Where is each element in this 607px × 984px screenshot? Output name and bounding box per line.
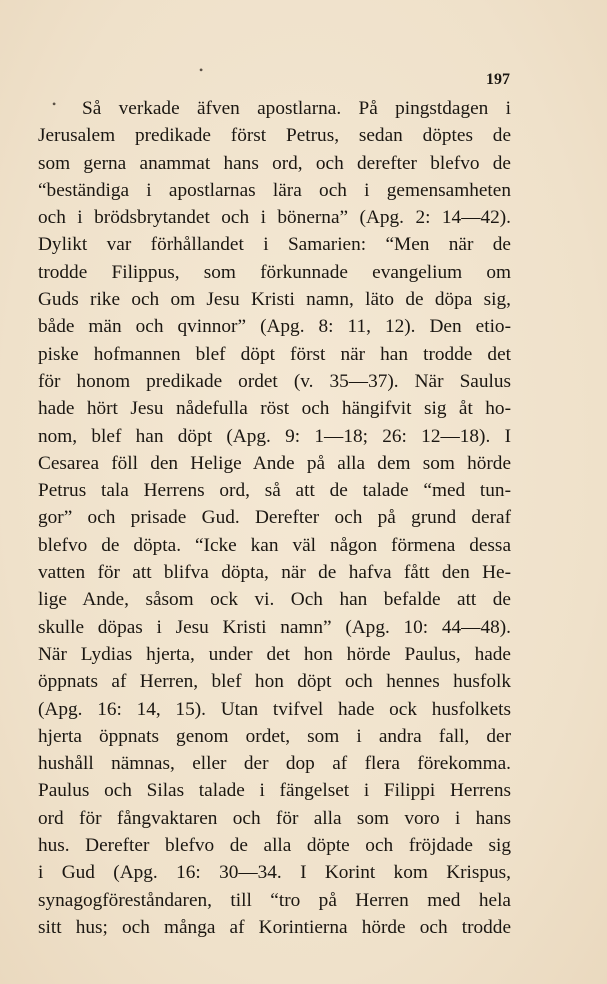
text-line: öppnats af Herren, blef hon döpt och hennes husfolk xyxy=(38,671,511,693)
ink-speck-left: • xyxy=(52,97,57,111)
text-line: När Lydias hjerta, under det hon hörde Paulus, hade xyxy=(38,643,511,665)
text-line: som gerna anammat hans ord, och derefter blefvo de xyxy=(38,152,511,174)
text-line: hade hört Jesu nådefulla röst och hängifvit sig åt ho- xyxy=(38,398,511,420)
text-line: lige Ande, såsom ock vi. Och han befalde att de xyxy=(38,589,511,611)
text-line: vatten för att blifva döpta, när de hafva fått den He- xyxy=(38,562,511,584)
text-line: synagogföreståndaren, till “tro på Herren med hela xyxy=(38,889,511,911)
text-line: sitt hus; och många af Korintierna hörde och trodde xyxy=(38,916,511,938)
text-line: gor” och prisade Gud. Derefter och på grund deraf xyxy=(38,507,511,529)
text-line: hushåll nämnas, eller der dop af flera förekomma. xyxy=(38,753,511,775)
text-line: Paulus och Silas talade i fängelset i Filippi Herrens xyxy=(38,780,511,802)
text-line: Jerusalem predikade först Petrus, sedan döptes de xyxy=(38,125,511,147)
ink-speck-top: • xyxy=(199,63,204,77)
text-line: Dylikt var förhållandet i Samarien: “Men när de xyxy=(38,234,511,256)
text-line: och i brödsbrytandet och i bönerna” (Apg. 2: 14—42). xyxy=(38,207,511,229)
text-line: ord för fångvaktaren och för alla som voro i hans xyxy=(38,807,511,829)
text-line: hjerta öppnats genom ordet, som i andra fall, der xyxy=(38,725,511,747)
text-line: Guds rike och om Jesu Kristi namn, läto de döpa sig, xyxy=(38,289,511,311)
text-line: Petrus tala Herrens ord, så att de talade “med tun- xyxy=(38,480,511,502)
text-line: nom, blef han döpt (Apg. 9: 1—18; 26: 12—18). I xyxy=(38,425,511,447)
text-line: Cesarea föll den Helige Ande på alla dem som hörde xyxy=(38,452,511,474)
text-line: trodde Filippus, som förkunnade evangelium om xyxy=(38,261,511,283)
text-line: “beständiga i apostlarnas lära och i gemensamheten xyxy=(38,179,511,201)
text-line: i Gud (Apg. 16: 30—34. I Korint kom Krispus, xyxy=(38,862,511,884)
text-line: Så verkade äfven apostlarna. På pingstdagen i xyxy=(82,98,511,119)
page-number: 197 xyxy=(486,71,510,88)
text-line: (Apg. 16: 14, 15). Utan tvifvel hade ock husfolkets xyxy=(38,698,511,720)
text-line: blefvo de döpta. “Icke kan väl någon förmena dessa xyxy=(38,534,511,556)
text-line: piske hofmannen blef döpt först när han trodde det xyxy=(38,343,511,365)
text-line: både män och qvinnor” (Apg. 8: 11, 12). Den etio- xyxy=(38,316,511,338)
body-text xyxy=(38,95,511,941)
text-line: för honom predikade ordet (v. 35—37). När Saulus xyxy=(38,370,511,392)
text-line: hus. Derefter blefvo de alla döpte och fröjdade sig xyxy=(38,835,511,857)
text-line: skulle döpas i Jesu Kristi namn” (Apg. 10: 44—48). xyxy=(38,616,511,638)
